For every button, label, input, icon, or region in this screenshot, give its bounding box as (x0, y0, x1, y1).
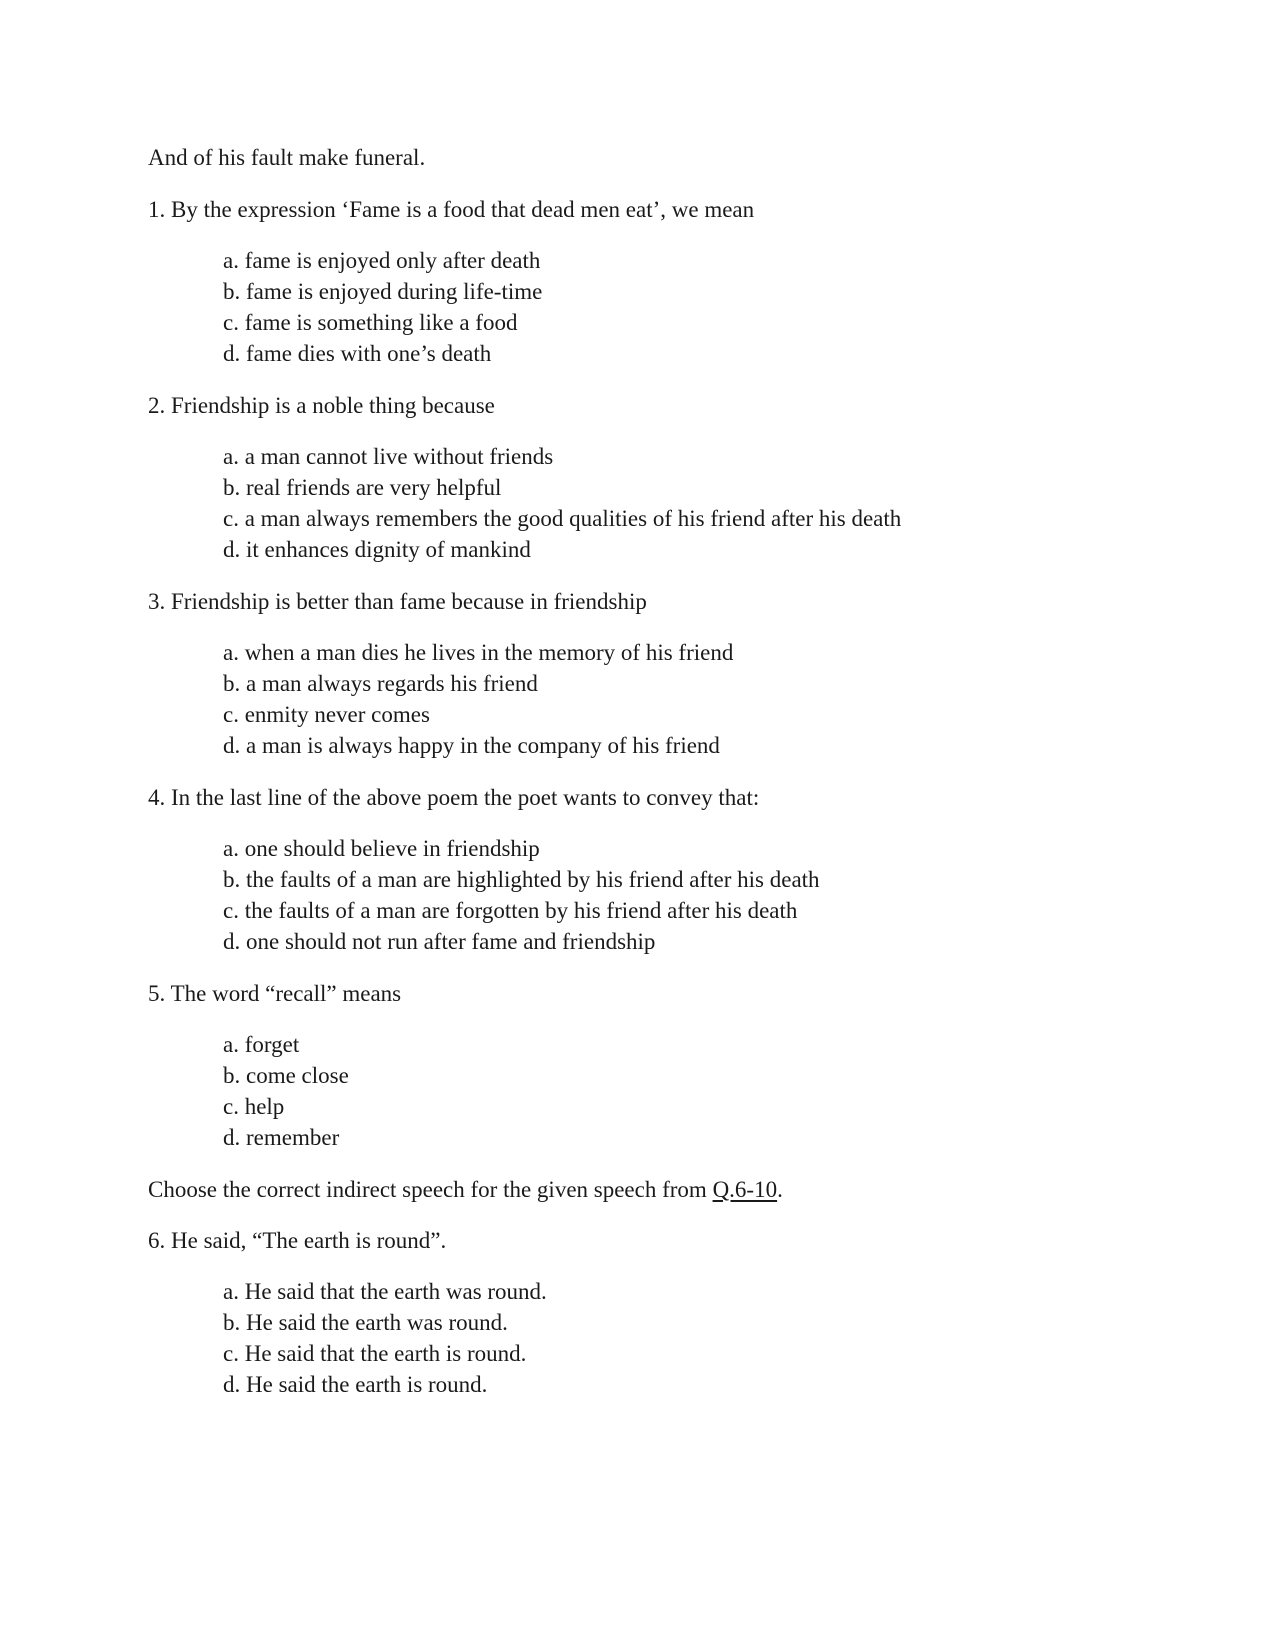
question-3-option-a: a. when a man dies he lives in the memory of his friend (223, 640, 734, 665)
question-5-option-b: b. come close (223, 1063, 349, 1088)
question-3-option-b: b. a man always regards his friend (223, 671, 538, 696)
question-6-option-b: b. He said the earth was round. (223, 1310, 508, 1335)
question-2-option-d: d. it enhances dignity of mankind (223, 537, 531, 562)
question-2-option-c: c. a man always remembers the good qualities of his friend after his death (223, 506, 902, 531)
question-5-option-a: a. forget (223, 1032, 300, 1057)
question-6: 6. He said, “The earth is round”. (148, 1228, 447, 1253)
question-1-option-d: d. fame dies with one’s death (223, 341, 492, 366)
question-1-option-b: b. fame is enjoyed during life-time (223, 279, 543, 304)
question-2: 2. Friendship is a noble thing because (148, 393, 495, 418)
question-6-option-a: a. He said that the earth was round. (223, 1279, 547, 1304)
question-5: 5. The word “recall” means (148, 981, 402, 1006)
intro-line: And of his fault make funeral. (148, 145, 426, 170)
question-4-option-a: a. one should believe in friendship (223, 836, 540, 861)
instruction-suffix: . (777, 1177, 783, 1202)
question-1-option-c: c. fame is something like a food (223, 310, 518, 335)
question-5-option-c: c. help (223, 1094, 285, 1119)
question-6-option-d: d. He said the earth is round. (223, 1372, 488, 1397)
question-4-option-d: d. one should not run after fame and friendship (223, 929, 656, 954)
instruction-line (148, 1175, 783, 1205)
question-3-option-d: d. a man is always happy in the company of his friend (223, 733, 720, 758)
question-4-option-b: b. the faults of a man are highlighted by his friend after his death (223, 867, 820, 892)
question-2-option-a: a. a man cannot live without friends (223, 444, 554, 469)
instruction-question-range: Q.6-10 (712, 1177, 778, 1202)
question-3: 3. Friendship is better than fame because in friendship (148, 589, 647, 614)
question-1: 1. By the expression ‘Fame is a food that dead men eat’, we mean (148, 197, 755, 222)
question-1-option-a: a. fame is enjoyed only after death (223, 248, 541, 273)
question-3-option-c: c. enmity never comes (223, 702, 430, 727)
question-4-option-c: c. the faults of a man are forgotten by his friend after his death (223, 898, 798, 923)
question-4: 4. In the last line of the above poem the poet wants to convey that: (148, 785, 760, 810)
instruction-prefix: Choose the correct indirect speech for the given speech from (148, 1177, 713, 1202)
question-6-option-c: c. He said that the earth is round. (223, 1341, 527, 1366)
question-2-option-b: b. real friends are very helpful (223, 475, 502, 500)
question-5-option-d: d. remember (223, 1125, 340, 1150)
